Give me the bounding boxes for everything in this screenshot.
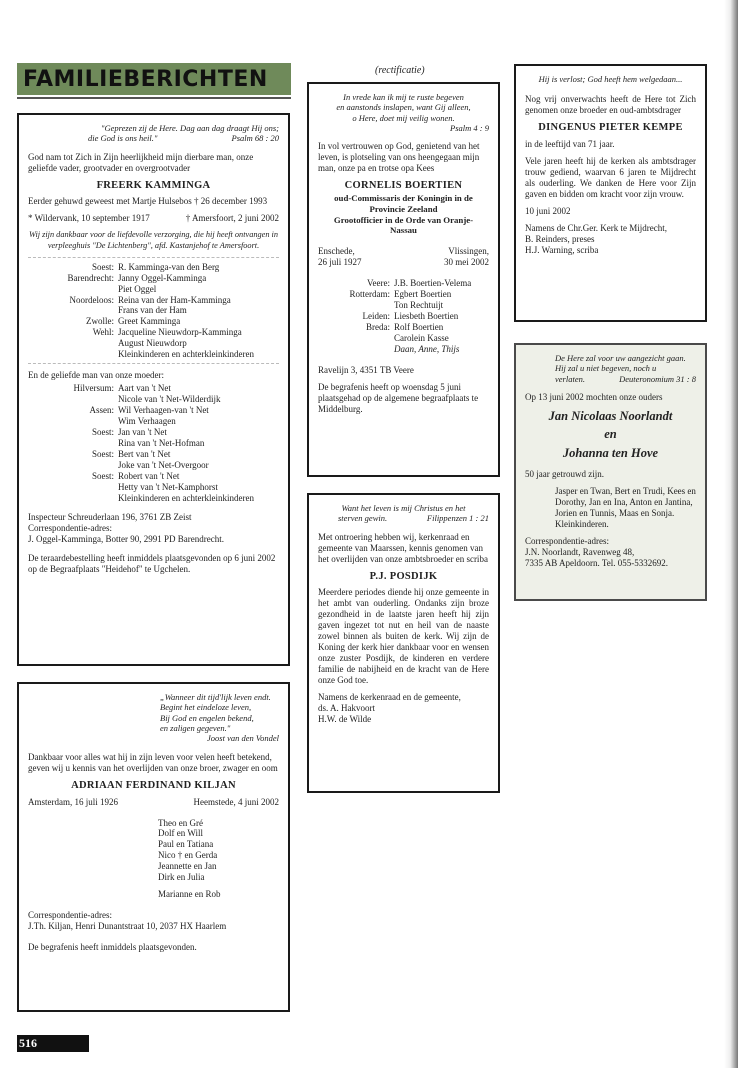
place-label: Soest:: [91, 261, 114, 272]
names: [118, 327, 279, 360]
page-number: 516: [17, 1035, 89, 1052]
place-label: Breda:: [366, 321, 390, 332]
person-name: Jan van 't Net: [118, 427, 167, 438]
notice-posdijk: [307, 493, 500, 793]
person-name: Kleinkinderen en achterkleinkinderen: [118, 349, 254, 360]
place-label: Hilversum:: [73, 383, 114, 394]
person-name: Aart van 't Net: [118, 383, 171, 394]
deceased-name: FREERK KAMMINGA: [96, 179, 211, 191]
intro: Dankbaar voor alles wat hij in zijn leven voor velen heeft betekend, geven wij u kennis van het overlijden van onze broer, zwager en oom: [28, 751, 278, 773]
place-label: Veere:: [367, 277, 390, 288]
sibling-intro: En de geliefde man van onze moeder:: [28, 370, 164, 381]
place-label: Leiden:: [362, 310, 390, 321]
names: [118, 427, 279, 449]
intro: In vol vertrouwen op God, genietend van het leven, is plotseling van ons heengegaan mijn man, onze pa en trotse opa Kees: [318, 141, 480, 174]
notice-kiljan: [17, 682, 290, 1012]
family-row: [318, 289, 489, 311]
place-label: Barendrecht:: [67, 272, 114, 283]
notice-noorlandt: [514, 343, 707, 601]
person-name: Rina van 't Net-Hofman: [118, 438, 205, 449]
person-name: Theo en Gré: [158, 817, 203, 828]
grandchildren: Daan, Anne, Thijs: [394, 343, 460, 354]
quote: Hij is verlost; God heeft hem welgedaan...: [538, 74, 683, 84]
family-row: [318, 278, 489, 289]
family-row: [28, 295, 279, 317]
place-label: Soest:: [91, 449, 114, 460]
address: Inspecteur Schreuderlaan 196, 3761 ZB Zeist Correspondentie-adres: J. Oggel-Kamminga, Botter 90, 2991 PD Barendrecht.: [28, 511, 224, 544]
family: Jasper en Twan, Bert en Trudi, Kees en Dorothy, Jan en Ina, Anton en Jantina, Jorien en Tunnis, Maas en Sonja. Kleinkinderen.: [555, 485, 696, 529]
names: [118, 405, 279, 427]
body: Vele jaren heeft hij de kerken als ambtsdrager trouw gediend, waarvan 6 jaren te Mijdrecht als ouderling. We danken de Here voor Zijn gaven en bidden om kracht voor zijn vrouw.: [525, 156, 696, 199]
person-name: J.B. Boertien-Velema: [394, 277, 472, 288]
quote: "Geprezen zij de Here. Dag aan dag draagt Hij ons; die God is ons heil." Psalm 68 : 20: [88, 123, 279, 144]
couple-and: en: [604, 427, 617, 442]
person-name: Wil Verhaagen-van 't Net: [118, 405, 209, 416]
closing: De begrafenis heeft inmiddels plaatsgevonden.: [28, 942, 197, 953]
names: [118, 262, 279, 273]
person-name: Paul en Tatiana: [158, 839, 214, 850]
address: Ravelijn 3, 4351 TB Veere: [318, 364, 414, 375]
dates: Enschede, 26 juli 1927 Vlissingen, 30 mei 2002: [318, 246, 489, 267]
names: [394, 289, 489, 311]
family-row: [28, 427, 279, 449]
notice-kamminga: [17, 113, 290, 666]
divider: [28, 363, 279, 364]
sibling-list: [28, 383, 279, 504]
deceased-name: CORNELIS BOERTIEN: [344, 180, 463, 192]
intro: Nog vrij onverwachts heeft de Here tot Zich genomen onze broeder en oud-ambtsdrager: [525, 94, 696, 116]
family-row: [28, 449, 279, 471]
years: 50 jaar getrouwd zijn.: [525, 468, 604, 479]
person-name: Egbert Boertien: [394, 288, 452, 299]
place-label: Wehl:: [92, 327, 114, 338]
family-row: [318, 322, 489, 344]
names: [118, 273, 279, 295]
names: [118, 471, 279, 504]
place-label: Rotterdam:: [349, 288, 390, 299]
names: [394, 322, 489, 344]
notice-boertien: [307, 82, 500, 477]
family-row: [28, 273, 279, 295]
married-note: Eerder gehuwd geweest met Martje Hulsebos † 26 december 1993: [28, 196, 268, 207]
person-name: Dirk en Julia: [158, 872, 205, 883]
quote: Want het leven is mij Christus en het sterven gewin. Filippenzen 1 : 21: [338, 503, 489, 524]
address: Correspondentie-adres: J.Th. Kiljan, Henri Dunantstraat 10, 2037 HX Haarlem: [28, 910, 227, 932]
family-row: [28, 405, 279, 427]
titles: oud-Commissaris der Koningin in de Provincie Zeeland Grootofficier in de Orde van Oranje- Nassau: [333, 193, 474, 236]
person-name: Piet Oggel: [118, 283, 157, 294]
address: Correspondentie-adres: J.N. Noorlandt, Ravenweg 48, 7335 AB Apeldoorn. Tel. 055-5332692.: [525, 535, 668, 568]
section-header: [17, 63, 291, 95]
deceased-name: DINGENUS PIETER KEMPE: [538, 122, 683, 134]
header-rule: [17, 97, 291, 99]
signature: Namens de kerkenraad en de gemeente, ds. A. Hakvoort H.W. de Wilde: [318, 692, 461, 725]
place-label: Noordeloos:: [69, 294, 114, 305]
person-name: Liesbeth Boertien: [394, 310, 459, 321]
family-row: [28, 327, 279, 360]
section-title: FAMILIEBERICHTEN: [23, 67, 268, 92]
dates: * Wildervank, 10 september 1917 † Amersfoort, 2 juni 2002: [28, 213, 279, 224]
couple-name-2: Johanna ten Hove: [562, 445, 659, 460]
place-label: Zwolle:: [86, 316, 114, 327]
family-list: [158, 818, 279, 884]
rectificatie-label: (rectificatie): [375, 65, 425, 76]
family-list: [318, 278, 489, 344]
signature: Namens de Chr.Ger. Kerk te Mijdrecht, B. Reinders, preses H.J. Warning, scriba: [525, 222, 667, 255]
family-row: [28, 383, 279, 405]
person-name: August Nieuwdorp: [118, 338, 187, 349]
scan-edge: [724, 0, 738, 1068]
person-name: Ton Rechtuijt: [394, 299, 444, 310]
person-name: Reina van der Ham-Kamminga: [118, 294, 231, 305]
person-name: Bert van 't Net: [118, 449, 171, 460]
names: [118, 316, 279, 327]
person-name: Dolf en Will: [158, 828, 203, 839]
person-name: R. Kamminga-van den Berg: [118, 261, 220, 272]
family-last: Marianne en Rob: [158, 889, 221, 900]
names: [118, 449, 279, 471]
date: 10 juni 2002: [525, 205, 571, 216]
person-name: Janny Oggel-Kamminga: [118, 272, 207, 283]
family-list: [28, 262, 279, 361]
person-name: Wim Verhaagen: [118, 416, 176, 427]
family-row: [318, 311, 489, 322]
age: in de leeftijd van 71 jaar.: [525, 139, 615, 150]
person-name: Rolf Boertien: [394, 321, 444, 332]
person-name: Nicole van 't Net-Wilderdijk: [118, 394, 221, 405]
place-label: Soest:: [91, 427, 114, 438]
deceased-name: P.J. POSDIJK: [369, 570, 438, 582]
quote: De Here zal voor uw aangezicht gaan. Hij zal u niet begeven, noch u verlaten. Deuteronomium 31 : 8: [555, 353, 696, 384]
person-name: Greet Kamminga: [118, 316, 181, 327]
person-name: Carolein Kasse: [394, 332, 449, 343]
names: [118, 383, 279, 405]
closing: De begrafenis heeft op woensdag 5 juni plaatsgehad op de algemene begraafplaats te Middelburg.: [318, 381, 479, 414]
place-label: Assen:: [89, 405, 114, 416]
dates: Amsterdam, 16 juli 1926 Heemstede, 4 juni 2002: [28, 796, 279, 807]
intro: Op 13 juni 2002 mochten onze ouders: [525, 392, 663, 403]
person-name: Joke van 't Net-Overgoor: [118, 460, 209, 471]
divider: [28, 257, 279, 258]
thanks-note: Wij zijn dankbaar voor de liefdevolle verzorging, die hij heeft ontvangen in verpleeghuis "De Lichtenberg", afd. Kastanjehof te Amersfoort.: [28, 230, 278, 250]
intro: Met ontroering hebben wij, kerkenraad en gemeente van Maarssen, kennis genomen van het overlijden van onze ambtsbroeder en scriba: [318, 531, 488, 564]
names: [394, 311, 489, 322]
intro: God nam tot Zich in Zijn heerlijkheid mijn dierbare man, onze geliefde vader, grootvader en overgrootvader: [28, 151, 254, 173]
person-name: Jeannette en Jan: [158, 861, 217, 872]
place-label: Soest:: [91, 471, 114, 482]
names: [118, 295, 279, 317]
body: Meerdere periodes diende hij onze gemeente in het ambt van ouderling. Ondanks zijn broze gezondheid in de laatste jaren heeft hij zijn gaven ingezet tot nut en heil van de naaste zowel binnen als buiten de kerk. Wij zijn de Koning der kerk hier dankbaar voor en wensen onze zuster Posdijk, de kinderen en verdere familie de nabijheid en de kracht van de Here onze God toe.: [318, 587, 489, 686]
person-name: Robert van 't Net: [118, 471, 180, 482]
couple-name-1: Jan Nicolaas Noorlandt: [548, 409, 673, 424]
person-name: Nico † en Gerda: [158, 850, 218, 861]
person-name: Frans van der Ham: [118, 305, 187, 316]
quote: „Wanneer dit tijd'lijk leven endt. Begint het eindeloze leven, Bij God en engelen bekend, en zaligen gegeven." Joost van den Vondel: [160, 692, 279, 744]
deceased-name: ADRIAAN FERDINAND KILJAN: [71, 779, 236, 791]
person-name: Kleinkinderen en achterkleinkinderen: [118, 492, 254, 503]
closing: De teraardebestelling heeft inmiddels plaatsgevonden op 6 juni 2002 op de Begraafplaats "Heidehof" te Ugchelen.: [28, 552, 276, 574]
names: [394, 278, 489, 289]
person-name: Hetty van 't Net-Kamphorst: [118, 482, 218, 493]
notice-kempe: [514, 64, 707, 322]
family-row: [28, 471, 279, 504]
family-row: [28, 316, 279, 327]
person-name: Jacqueline Nieuwdorp-Kamminga: [118, 327, 242, 338]
quote: In vrede kan ik mij te ruste begeven en aanstonds inslapen, want Gij alleen, o Here, doet mij veilig wonen. Psalm 4 : 9: [336, 92, 489, 134]
family-row: [28, 262, 279, 273]
